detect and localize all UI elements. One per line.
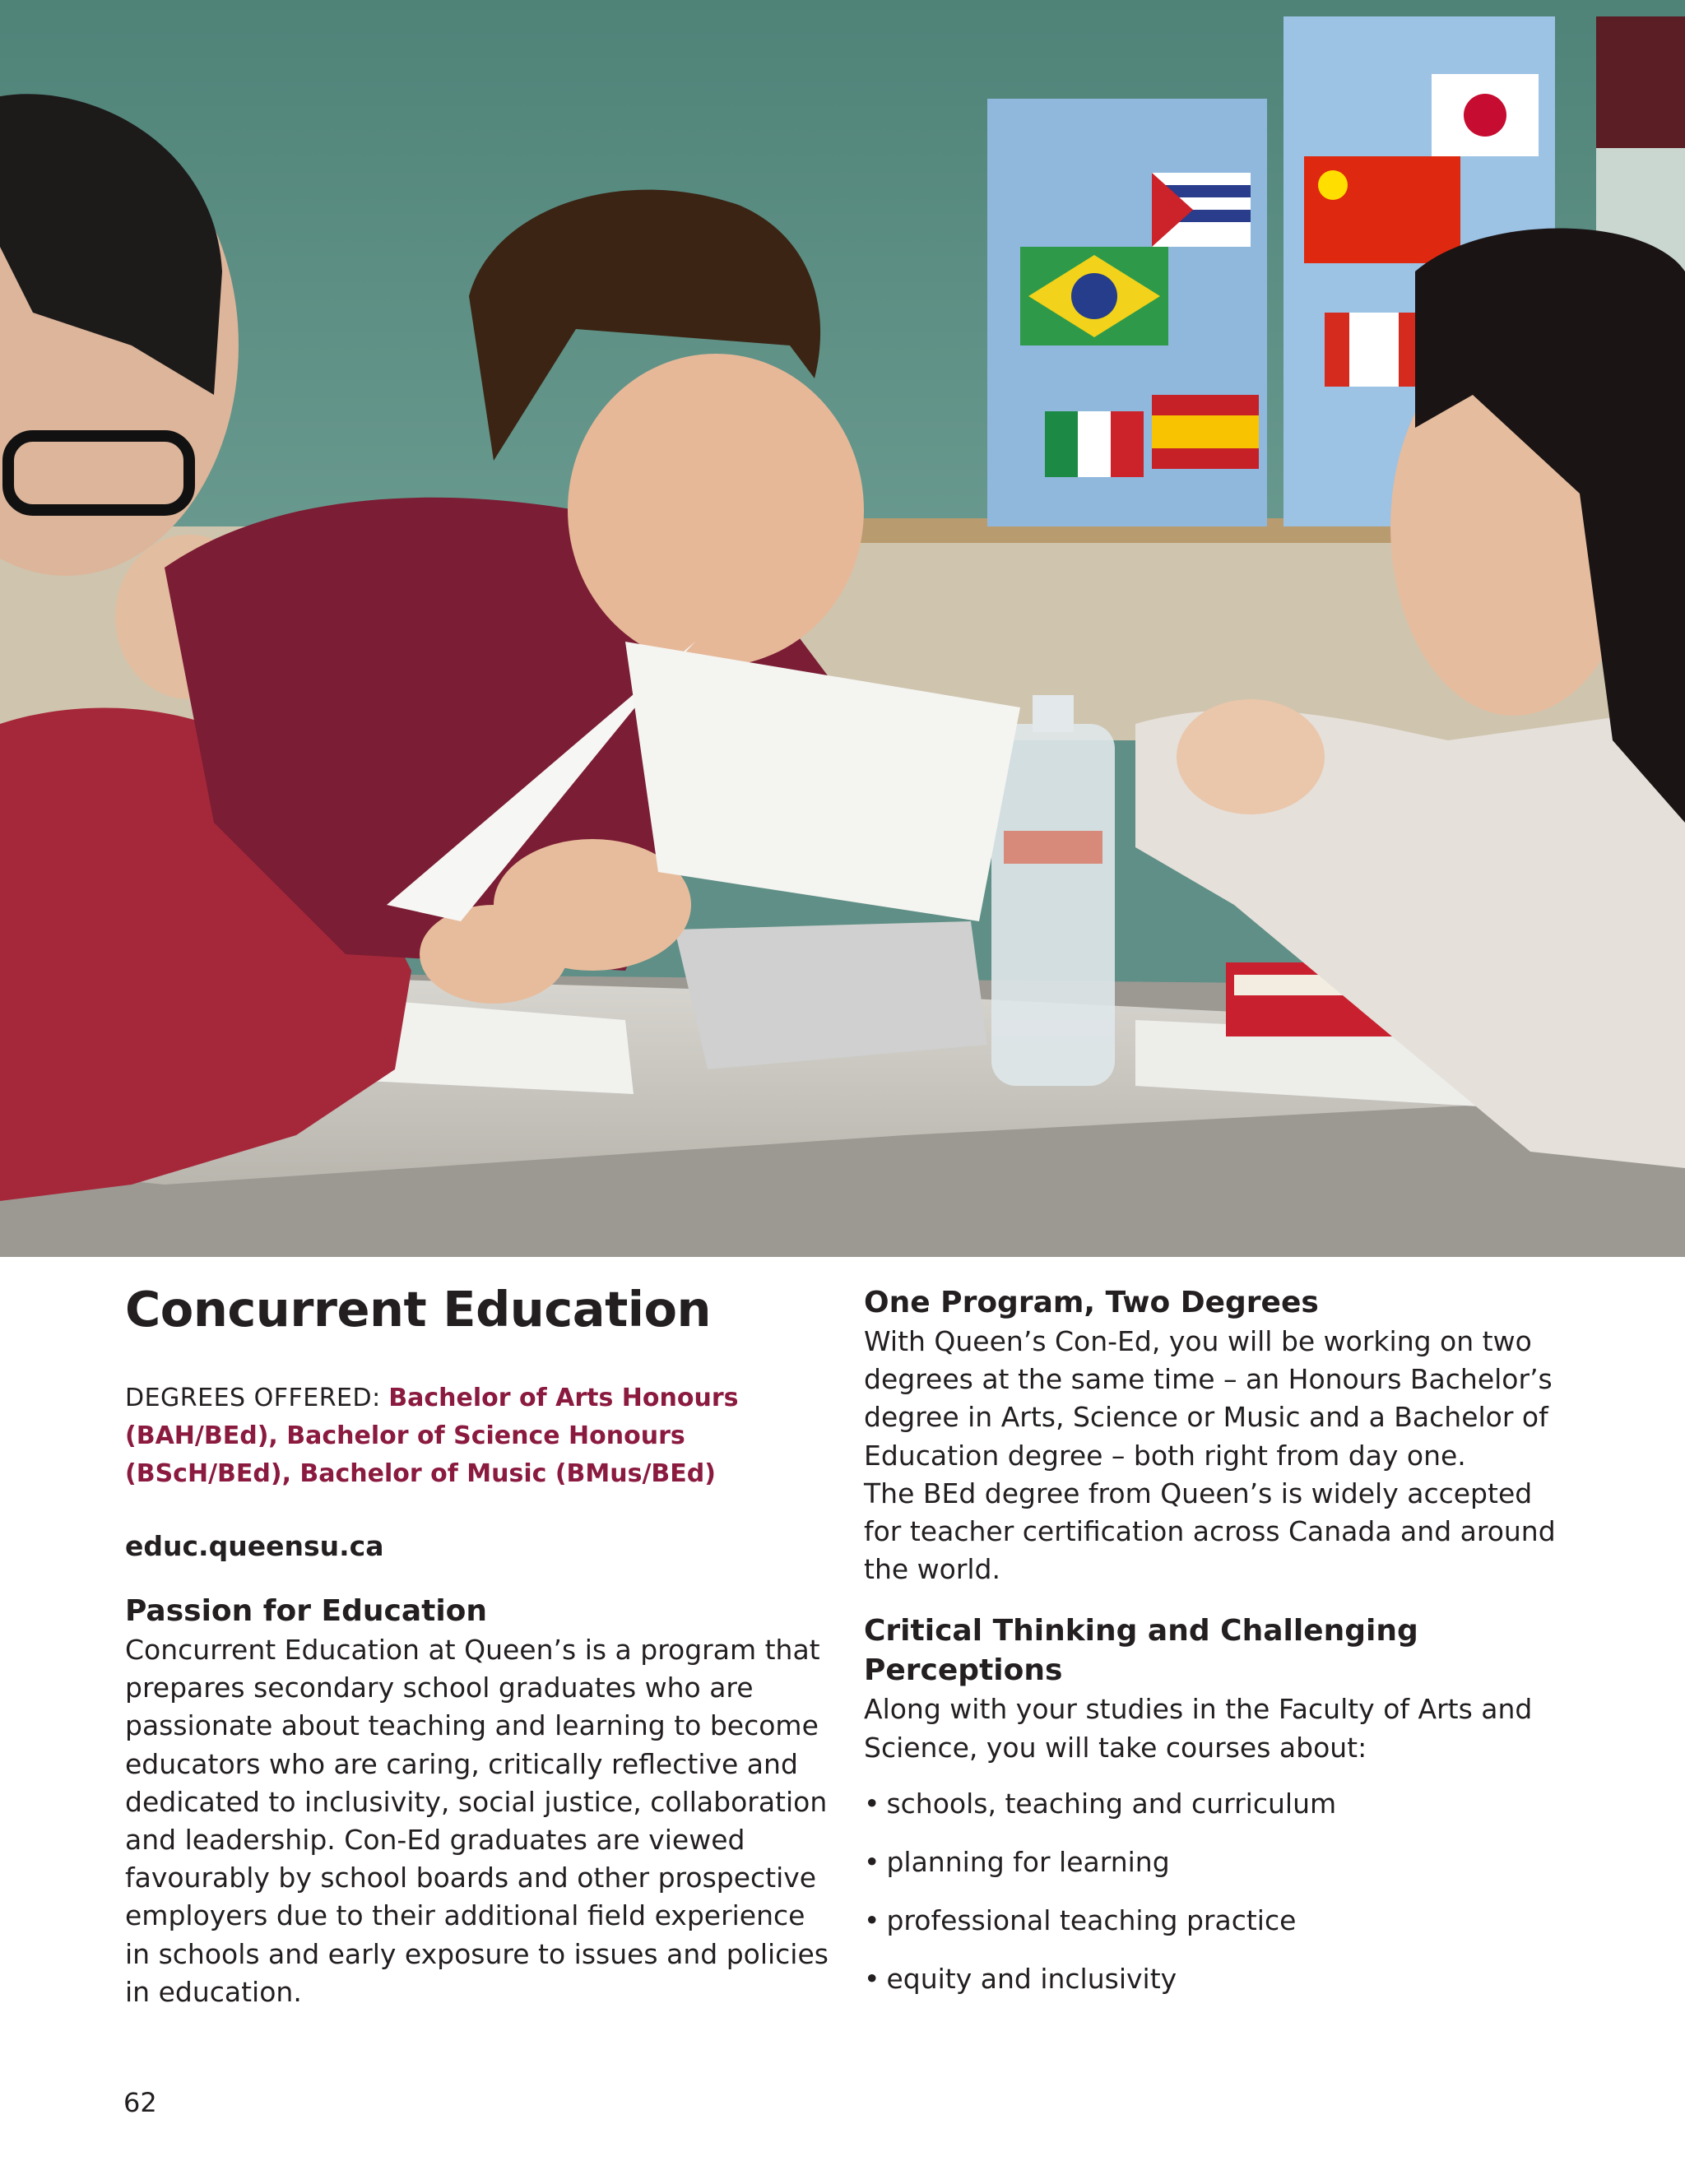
passion-heading: Passion for Education xyxy=(125,1594,488,1628)
critical-thinking-heading: Critical Thinking and Challenging Perceptions xyxy=(864,1614,1418,1688)
right-column xyxy=(864,1283,1563,2019)
page-number: 62 xyxy=(123,2087,157,2118)
list-item: • planning for learning xyxy=(864,1845,1170,1878)
degrees-offered xyxy=(125,1379,833,1493)
one-program-body-2: The BEd degree from Queen’s is widely accepted for teacher certification across Canada and around the world. xyxy=(864,1477,1556,1586)
list-item: • schools, teaching and curriculum xyxy=(864,1787,1337,1820)
passion-body: Concurrent Education at Queen’s is a program that prepares secondary school graduates who are passionate about teaching and learning to become educators who are caring, critically reflective and dedicated to inclusivity, social justice, collaboration and leadership. Con-Ed graduates are viewed favourably by school boards and other prospective employers due to their additional field experience in schools and early exposure to issues and policies in education. xyxy=(125,1634,829,2008)
page-title: Concurrent Education xyxy=(125,1281,712,1338)
degrees-offered-label: DEGREES OFFERED: xyxy=(125,1384,381,1412)
critical-thinking-body: Along with your studies in the Faculty of Arts and Science, you will take courses about: xyxy=(864,1693,1533,1764)
course-topic-list xyxy=(864,1785,1563,1998)
one-program-heading: One Program, Two Degrees xyxy=(864,1286,1319,1319)
degrees-offered-list: Bachelor of Arts Honours (BAH/BEd), Bachelor of Science Honours (BScH/BEd), Bachelor of Music (BMus/BEd) xyxy=(125,1384,739,1488)
list-item: • equity and inclusivity xyxy=(864,1962,1177,1995)
list-item: • professional teaching practice xyxy=(864,1903,1297,1936)
left-column xyxy=(125,1279,833,2011)
website-link[interactable]: educ.queensu.ca xyxy=(125,1530,384,1562)
one-program-body: With Queen’s Con-Ed, you will be working on two degrees at the same time – an Honours Bachelor’s degree in Arts, Science or Music and a Bachelor of Education degree – both right from day one. xyxy=(864,1325,1553,1472)
